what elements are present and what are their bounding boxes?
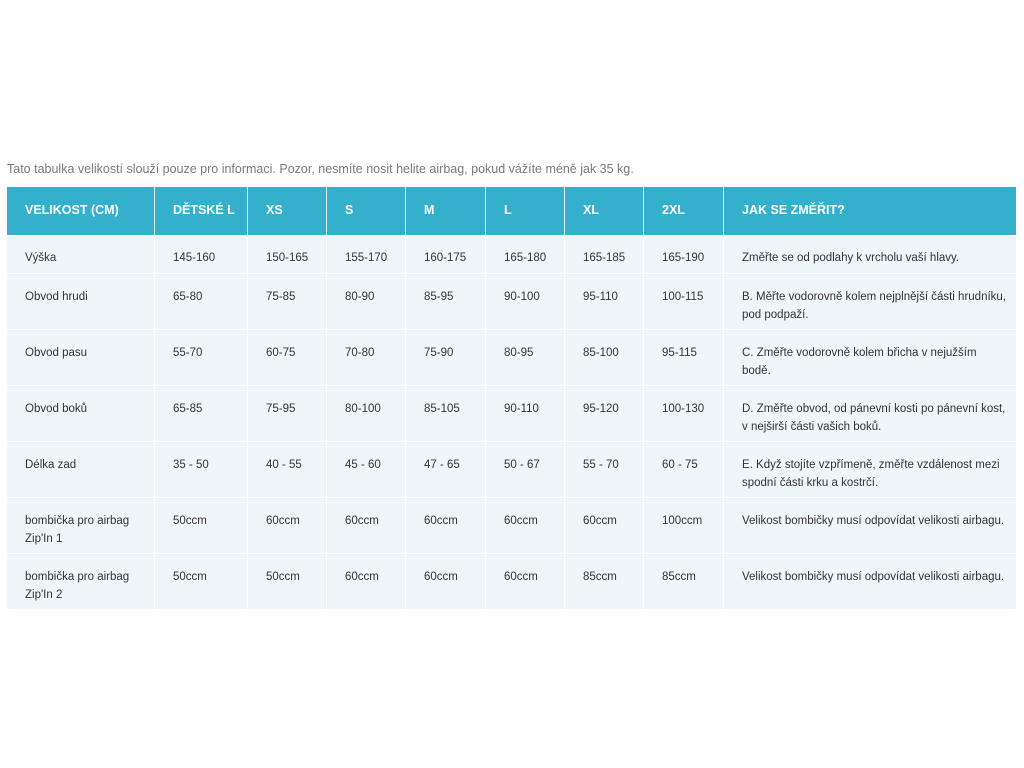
measure-instruction: Velikost bombičky musí odpovídat velikosti airbagu. [724, 497, 1016, 553]
table-cell: 75-95 [248, 385, 327, 441]
table-cell: 70-80 [327, 329, 406, 385]
table-cell: 80-100 [327, 385, 406, 441]
header-xl: XL [565, 187, 644, 235]
table-cell: 35 - 50 [155, 441, 248, 497]
table-cell: 145-160 [155, 235, 248, 273]
table-cell: 100ccm [644, 497, 724, 553]
table-cell: 55 - 70 [565, 441, 644, 497]
table-row [7, 273, 1016, 329]
table-cell: 47 - 65 [406, 441, 486, 497]
table-cell: 50ccm [155, 497, 248, 553]
table-cell: 85-95 [406, 273, 486, 329]
row-label: Délka zad [7, 441, 155, 497]
table-cell: 60ccm [486, 497, 565, 553]
header-size-label: VELIKOST (CM) [7, 187, 155, 235]
header-s: S [327, 187, 406, 235]
table-cell: 60ccm [327, 553, 406, 609]
table-cell: 165-180 [486, 235, 565, 273]
table-cell: 60ccm [248, 497, 327, 553]
table-cell: 40 - 55 [248, 441, 327, 497]
table-cell: 85-105 [406, 385, 486, 441]
table-cell: 60 - 75 [644, 441, 724, 497]
table-cell: 55-70 [155, 329, 248, 385]
table-cell: 160-175 [406, 235, 486, 273]
table-cell: 60ccm [327, 497, 406, 553]
table-cell: 100-130 [644, 385, 724, 441]
table-cell: 45 - 60 [327, 441, 406, 497]
header-m: M [406, 187, 486, 235]
table-row [7, 497, 1016, 553]
table-header-row [7, 187, 1016, 235]
row-label: bombička pro airbag Zip'In 1 [7, 497, 155, 553]
table-note: Tato tabulka velikostí slouží pouze pro informaci. Pozor, nesmíte nosit helite airbag, pokud vážíte méně jak 35 kg. [7, 162, 634, 176]
table-cell: 50ccm [248, 553, 327, 609]
table-cell: 155-170 [327, 235, 406, 273]
size-chart-table [7, 187, 1016, 609]
row-label: Obvod boků [7, 385, 155, 441]
header-l: L [486, 187, 565, 235]
row-label: Obvod pasu [7, 329, 155, 385]
table-cell: 150-165 [248, 235, 327, 273]
row-label: Výška [7, 235, 155, 273]
table-cell: 95-110 [565, 273, 644, 329]
measure-instruction: C. Změřte vodorovně kolem břicha v nejužším bodě. [724, 329, 1016, 385]
table-cell: 60ccm [486, 553, 565, 609]
table-cell: 60ccm [406, 553, 486, 609]
table-cell: 85-100 [565, 329, 644, 385]
table-cell: 165-185 [565, 235, 644, 273]
table-row [7, 441, 1016, 497]
header-xs: XS [248, 187, 327, 235]
table-cell: 85ccm [565, 553, 644, 609]
table-cell: 60-75 [248, 329, 327, 385]
table-cell: 80-95 [486, 329, 565, 385]
table-cell: 65-85 [155, 385, 248, 441]
table-row [7, 235, 1016, 273]
table-cell: 50 - 67 [486, 441, 565, 497]
table-cell: 50ccm [155, 553, 248, 609]
row-label: bombička pro airbag Zip'In 2 [7, 553, 155, 609]
header-child-l: DĚTSKÉ L [155, 187, 248, 235]
table-row [7, 385, 1016, 441]
table-cell: 90-110 [486, 385, 565, 441]
measure-instruction: B. Měřte vodorovně kolem nejplnější části hrudníku, pod podpaží. [724, 273, 1016, 329]
table-cell: 75-85 [248, 273, 327, 329]
table-cell: 80-90 [327, 273, 406, 329]
table-row [7, 553, 1016, 609]
table-cell: 95-115 [644, 329, 724, 385]
row-label: Obvod hrudi [7, 273, 155, 329]
table-row [7, 329, 1016, 385]
measure-instruction: Velikost bombičky musí odpovídat velikosti airbagu. [724, 553, 1016, 609]
header-2xl: 2XL [644, 187, 724, 235]
header-how-to-measure: JAK SE ZMĚŘIT? [724, 187, 1016, 235]
table-cell: 85ccm [644, 553, 724, 609]
table-cell: 95-120 [565, 385, 644, 441]
table-cell: 60ccm [565, 497, 644, 553]
measure-instruction: D. Změřte obvod, od pánevní kosti po pánevní kost, v nejširší části vašich boků. [724, 385, 1016, 441]
table-cell: 60ccm [406, 497, 486, 553]
table-cell: 165-190 [644, 235, 724, 273]
table-cell: 65-80 [155, 273, 248, 329]
table-cell: 100-115 [644, 273, 724, 329]
table-cell: 90-100 [486, 273, 565, 329]
table-cell: 75-90 [406, 329, 486, 385]
measure-instruction: E. Když stojíte vzpřímeně, změřte vzdálenost mezi spodní části krku a kostrčí. [724, 441, 1016, 497]
measure-instruction: Změřte se od podlahy k vrcholu vaší hlavy. [724, 235, 1016, 273]
